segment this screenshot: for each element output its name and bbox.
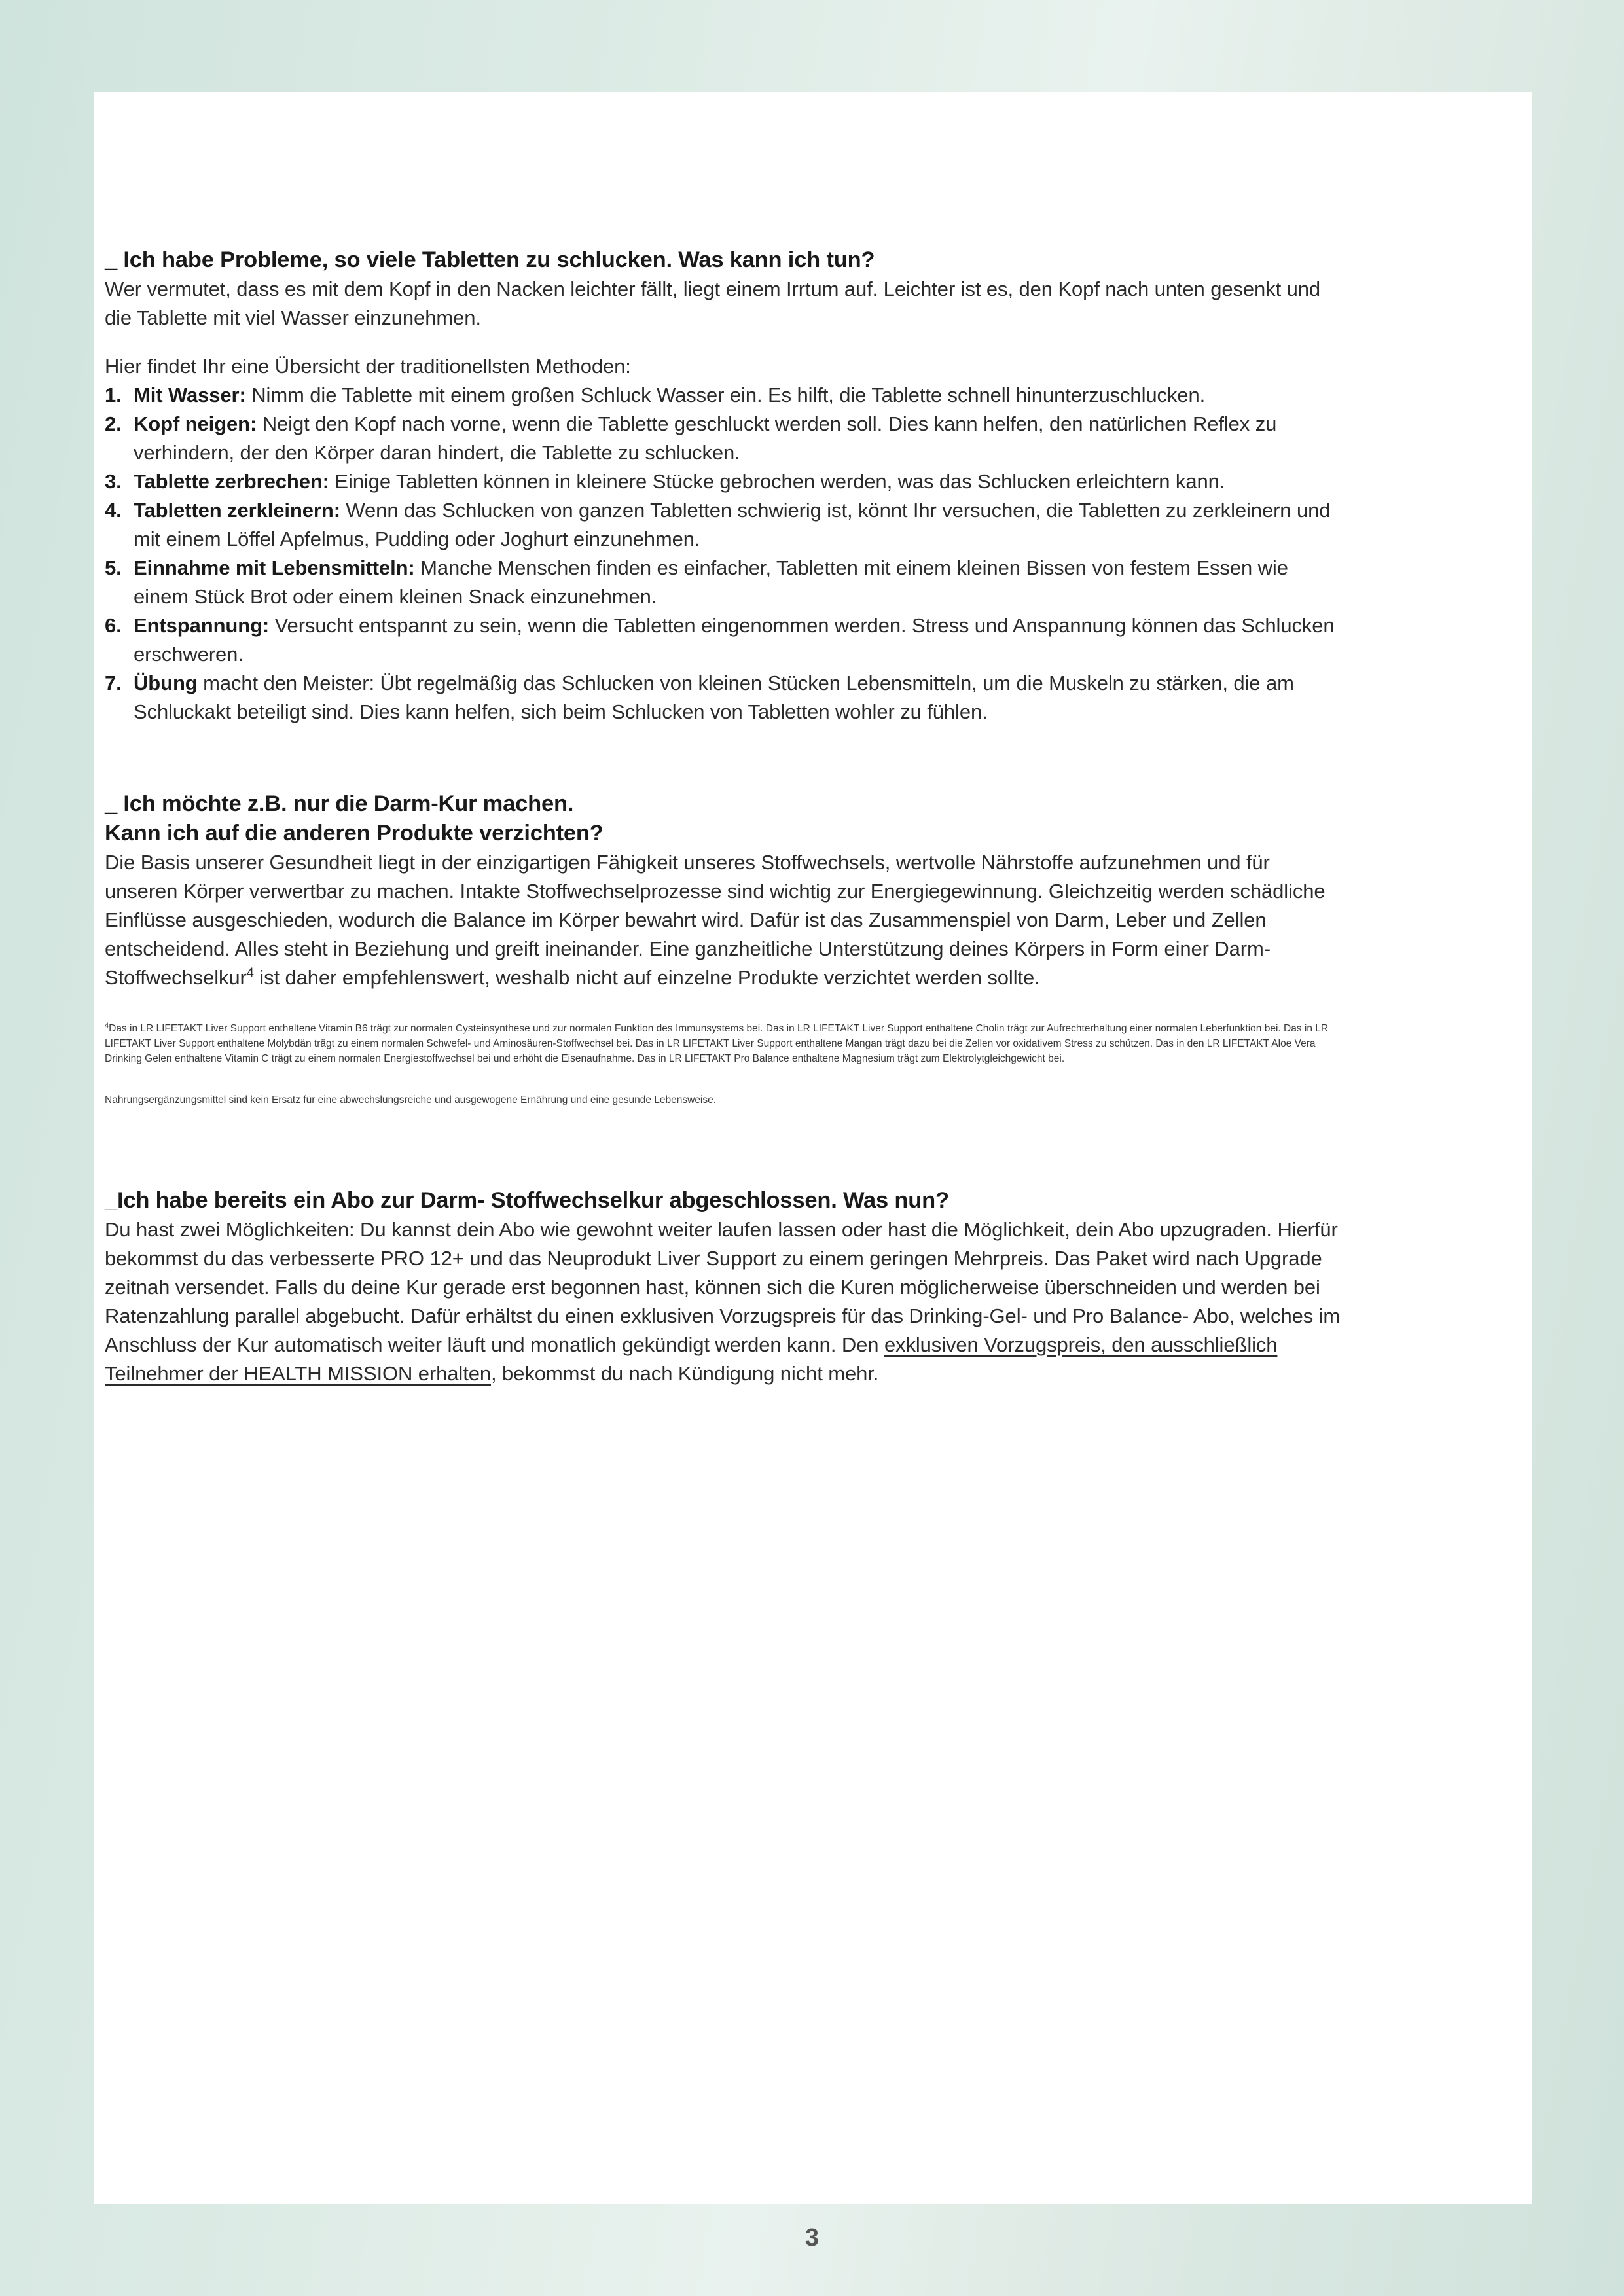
list-item-term: Tabletten zerkleinern: <box>134 499 340 522</box>
list-item-number: 3. <box>105 470 122 493</box>
section-abo-body <box>105 1215 1342 1388</box>
section-tablets-heading: _ Ich habe Probleme, so viele Tabletten zu schlucken. Was kann ich tun? <box>105 247 875 272</box>
section-abo-body-part-1: Du hast zwei Möglichkeiten: Du kannst dein Abo wie gewohnt weiter laufen lassen oder hast die Möglichkeit, dein Abo upzugraden. Hierfür bekommst du das verbesserte PRO 12+ und das Neuprodukt Liver Support zu einem geringen Mehrpreis. Das Paket wird nach Upgrade zeitnah versendet. Falls du deine Kur gerade erst begonnen hast, können sich die Kuren möglicherweise überschneiden und werden bei Ratenzahlung parallel abgebucht. Dafür erhältst du einen exklusiven Vorzugspreis für das Drinking-Gel- und Pro Balance- Abo, welches im Anschluss der Kur automatisch weiter läuft und monatlich gekündigt werden kann. Den <box>105 1218 1341 1357</box>
spacer <box>105 1066 1342 1092</box>
footnote-text <box>105 1018 1329 1066</box>
list-item-number: 6. <box>105 614 122 637</box>
list-item-text: Wenn das Schlucken von ganzen Tabletten schwierig ist, könnt Ihr versuchen, die Tabletten zu zerkleinern und mit einem Löffel Apfelmus, Pudding oder Joghurt einzunehmen. <box>134 499 1331 550</box>
list-item-term: Mit Wasser: <box>134 384 246 406</box>
list-item <box>105 467 1342 496</box>
list-item <box>105 611 1342 669</box>
section-darm-kur-body <box>105 848 1342 992</box>
list-item-number: 4. <box>105 499 122 522</box>
list-item <box>105 410 1342 467</box>
list-item-term: Einnahme mit Lebensmitteln: <box>134 556 415 579</box>
section-darm-kur-heading-line-2: Kann ich auf die anderen Produkte verzichten? <box>105 821 604 846</box>
list-item-number: 2. <box>105 412 122 435</box>
list-item-text: Einige Tabletten können in kleinere Stücke gebrochen werden, was das Schlucken erleichtern kann. <box>329 470 1225 493</box>
section-abo-underlined-phrase: exklusiven Vorzugspreis, den ausschließlich Teilnehmer der HEALTH MISSION erhalten <box>105 1333 1278 1386</box>
list-item-text: Manche Menschen finden es einfacher, Tabletten mit einem kleinen Bissen von festem Essen wie einem Stück Brot oder einem kleinen Snack einzunehmen. <box>134 556 1288 608</box>
list-item <box>105 669 1342 726</box>
list-item-number: 1. <box>105 384 122 406</box>
section-abo-body-part-2: , bekommst du nach Kündigung nicht mehr. <box>491 1362 879 1386</box>
section-tablets <box>105 245 1342 726</box>
section-darm-kur-body-part-2: ist daher empfehlenswert, weshalb nicht auf einzelne Produkte verzichtet werden sollte. <box>253 966 1040 989</box>
section-abo <box>105 1186 1342 1388</box>
list-item <box>105 554 1342 611</box>
list-item-text: Neigt den Kopf nach vorne, wenn die Tablette geschluckt werden soll. Dies kann helfen, den natürlichen Reflex zu verhindern, der den Körper daran hindert, die Tablette zu schlucken. <box>134 412 1277 464</box>
list-item-term: Übung <box>134 672 198 694</box>
methods-list <box>105 381 1342 726</box>
list-item <box>105 381 1342 410</box>
section-abo-heading: _Ich habe bereits ein Abo zur Darm- Stoffwechselkur abgeschlossen. Was nun? <box>105 1188 949 1213</box>
section-darm-kur-heading-line-1: _ Ich möchte z.B. nur die Darm-Kur machen. <box>105 791 574 816</box>
footnote-number: 4 <box>105 1022 109 1030</box>
section-darm-kur-body-part-1: Die Basis unserer Gesundheit liegt in der einzigartigen Fähigkeit unseres Stoffwechsels, wertvolle Nährstoffe aufzunehmen und für unseren Körper verwertbar zu machen. Intakte Stoffwechselprozesse sind wichtig zur Energiegewinnung. Gleichzeitig werden schädliche Einflüsse ausgeschieden, wodurch die Balance im Körper bewahrt wird. Dafür ist das Zusammenspiel von Darm, Leber und Zellen entscheidend. Alles steht in Beziehung und greift ineinander. Eine ganzheitliche Unterstützung deines Körpers in Form einer Darm- Stoffwechselkur <box>105 851 1326 989</box>
spacer <box>105 992 1342 1018</box>
page-content <box>105 245 1342 1388</box>
list-item-term: Kopf neigen: <box>134 412 257 435</box>
page-number: 3 <box>804 2224 820 2251</box>
list-item-text: Versucht entspannt zu sein, wenn die Tabletten eingenommen werden. Stress und Anspannung können das Schlucken erschweren. <box>134 614 1335 666</box>
list-item <box>105 496 1342 554</box>
disclaimer-text: Nahrungsergänzungsmittel sind kein Ersatz für eine abwechslungsreiche und ausgewogene Ernährung und eine gesunde Lebensweise. <box>105 1094 717 1106</box>
section-darm-kur <box>105 789 1342 1107</box>
list-item-number: 5. <box>105 556 122 579</box>
spacer <box>105 332 1342 352</box>
list-item-text: Nimm die Tablette mit einem großen Schluck Wasser ein. Es hilft, die Tablette schnell hinunterzuschlucken. <box>245 384 1206 406</box>
list-item-term: Entspannung: <box>134 614 270 637</box>
section-tablets-intro: Wer vermutet, dass es mit dem Kopf in den Nacken leichter fällt, liegt einem Irrtum auf. Leichter ist es, den Kopf nach unten gesenkt und die Tablette mit viel Wasser einzunehmen. <box>105 278 1321 329</box>
footnote-body: Das in LR LIFETAKT Liver Support enthaltene Vitamin B6 trägt zur normalen Cysteinsynthese und zur normalen Funktion des Immunsystems bei. Das in LR LIFETAKT Liver Support enthaltene Cholin trägt zur Aufrechterhaltung einer normalen Leberfunktion bei. Das in LR LIFETAKT Liver Support enthaltene Molybdän trägt zu einem normalen Schwefel- und Aminosäuren-Stoffwechsel bei. Das in LR LIFETAKT Liver Support enthaltene Mangan trägt dazu bei die Zellen vor oxidativem Stress zu schützen. Das in den LR LIFETAKT Aloe Vera Drinking Gelen enthaltene Vitamin C trägt zu einem normalen Energiestoffwechsel bei und erhöht die Eisenaufnahme. Das in LR LIFETAKT Pro Balance enthaltene Magnesium trägt zum Elektrolytgleichgewicht bei. <box>105 1023 1329 1065</box>
spacer <box>105 1107 1342 1186</box>
list-item-number: 7. <box>105 672 122 694</box>
footnote-marker: 4 <box>246 965 254 980</box>
list-item-text: macht den Meister: Übt regelmäßig das Schlucken von kleinen Stücken Lebensmitteln, um die Muskeln zu stärken, die am Schluckakt beteiligt sind. Dies kann helfen, sich beim Schlucken von Tabletten wohler zu fühlen. <box>134 672 1294 723</box>
section-tablets-list-intro: Hier findet Ihr eine Übersicht der traditionellsten Methoden: <box>105 355 631 378</box>
spacer <box>105 726 1342 789</box>
list-item-term: Tablette zerbrechen: <box>134 470 329 493</box>
